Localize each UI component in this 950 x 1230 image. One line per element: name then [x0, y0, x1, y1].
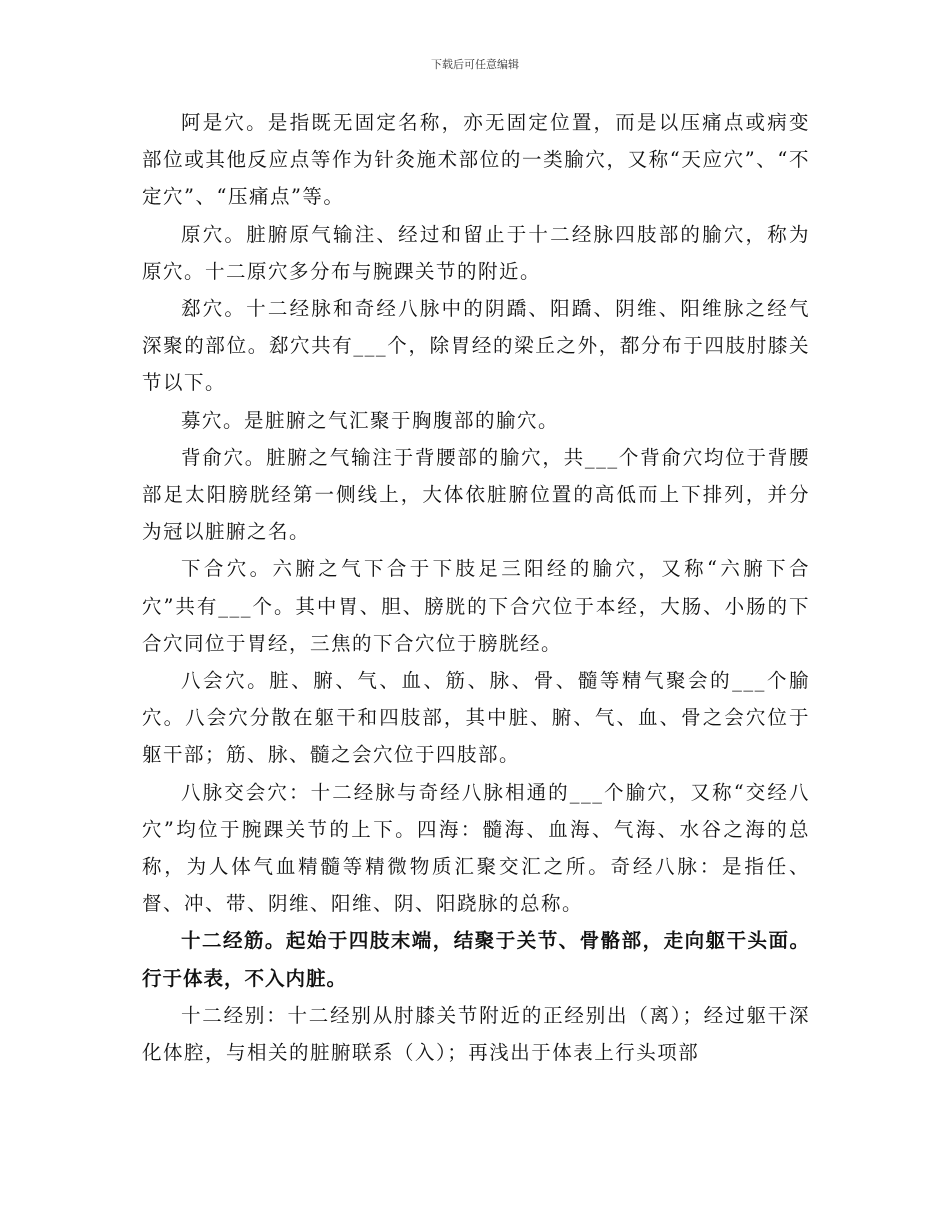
document-body	[142, 104, 810, 1071]
paragraph-ashi-point: 阿是穴。是指既无固定名称，亦无固定位置，而是以压痛点或病变部位或其他反应点等作为针灸施术部位的一类腧穴，又称“天应穴”、“不定穴”、“压痛点”等。	[142, 111, 810, 209]
paragraph-back-shu-point: 背俞穴。脏腑之气输注于背腰部的腧穴，共___个背俞穴均位于背腰部足太阳膀胱经第一侧线上，大体依脏腑位置的高低而上下排列，并分为冠以脏腑之名。	[142, 445, 810, 544]
paragraph-yuan-point: 原穴。脏腑原气输注、经过和留止于十二经脉四肢部的腧穴，称为原穴。十二原穴多分布与腕踝关节的附近。	[142, 222, 810, 283]
page-header: 下载后可任意编辑	[431, 58, 519, 71]
paragraph-twelve-divergent-meridians: 十二经别：十二经别从肘膝关节附近的正经别出（离）；经过躯干深化体腔，与相关的脏腑联系（入）；再浅出于体表上行头项部	[142, 1003, 810, 1065]
paragraph-mu-point: 募穴。是脏腑之气汇聚于胸腹部的腧穴。	[181, 408, 560, 432]
paragraph-xi-point: 郄穴。十二经脉和奇经八脉中的阴蹻、阳蹻、阴维、阳维脉之经气深聚的部位。郄穴共有___个，除胃经的梁丘之外，都分布于四肢肘膝关节以下。	[142, 297, 810, 395]
paragraph-lower-he-point: 下合穴。六腑之气下合于下肢足三阳经的腧穴，又称“六腑下合穴”共有___个。其中胃、胆、膀胱的下合穴位于本经，大肠、小肠的下合穴同位于胃经，三焦的下合穴位于膀胱经。	[142, 557, 810, 655]
paragraph-eight-confluent-points: 八脉交会穴：十二经脉与奇经八脉相通的___个腧穴，又称“交经八穴”均位于腕踝关节的上下。四海：髓海、血海、气海、水谷之海的总称，为人体气血精髓等精微物质汇聚交汇之所。奇经八脉：是指任、督、冲、带、阴维、阳维、阴、阳跷脉的总称。	[142, 780, 810, 916]
paragraph-twelve-sinews: 十二经筋。起始于四肢末端，结聚于关节、骨骼部，走向躯干头面。行于体表，不入内脏。	[142, 929, 810, 990]
paragraph-eight-influential-points: 八会穴。脏、腑、气、血、筋、脉、骨、髓等精气聚会的___个腧穴。八会穴分散在躯干和四肢部，其中脏、腑、气、血、骨之会穴位于躯干部；筋、脉、髓之会穴位于四肢部。	[142, 669, 810, 767]
